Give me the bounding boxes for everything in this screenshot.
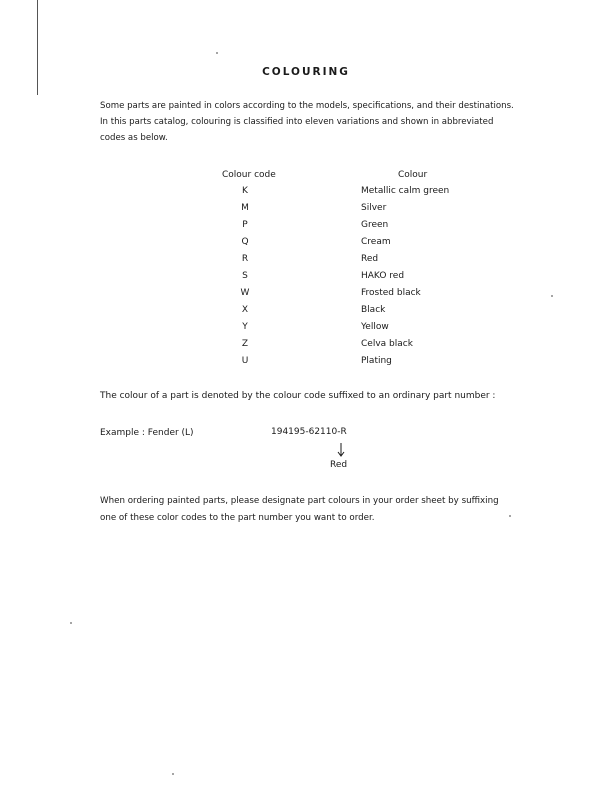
colour-code: M — [241, 203, 249, 213]
colour-code: U — [241, 356, 249, 366]
colour-row — [0, 203, 612, 220]
scan-speck — [70, 622, 72, 624]
colour-name: Cream — [361, 237, 391, 247]
page-title: COLOURING — [262, 66, 350, 78]
binder-margin-line — [37, 0, 38, 95]
ordering-paragraph — [100, 493, 580, 527]
ordering-line: When ordering painted parts, please designate part colours in your order sheet by suffixing — [100, 496, 499, 506]
scan-speck — [509, 515, 511, 517]
scan-speck — [172, 773, 174, 775]
colour-name: Yellow — [361, 322, 389, 332]
colour-row — [0, 220, 612, 237]
colour-code: X — [241, 305, 249, 315]
example-label: Example : Fender (L) — [100, 428, 194, 438]
colour-code: S — [242, 271, 248, 281]
down-arrow-icon — [336, 443, 346, 457]
intro-paragraph — [100, 98, 580, 146]
colour-code: P — [242, 220, 248, 230]
colour-row — [0, 237, 612, 254]
colour-name: Green — [361, 220, 389, 230]
ordering-line: one of these color codes to the part number you want to order. — [100, 513, 375, 523]
colour-code-header: Colour code — [222, 170, 276, 180]
colour-row — [0, 254, 612, 271]
colour-code: Q — [241, 237, 249, 247]
scan-speck — [551, 295, 553, 297]
colour-row — [0, 305, 612, 322]
colour-code: Z — [241, 339, 249, 349]
colour-row — [0, 288, 612, 305]
colour-name: HAKO red — [361, 271, 405, 281]
colour-code: W — [240, 288, 250, 298]
colour-code: K — [242, 186, 248, 196]
example-part-number: 194195-62110-R — [271, 427, 347, 437]
colour-code: R — [241, 254, 249, 264]
intro-line: In this parts catalog, colouring is classified into eleven variations and shown in abbreviated — [100, 117, 494, 127]
intro-line: codes as below. — [100, 133, 168, 143]
intro-line: Some parts are painted in colors according to the models, specifications, and their destinations. — [100, 101, 514, 111]
colour-name: Frosted black — [361, 288, 421, 298]
example-result-colour: Red — [330, 460, 348, 470]
colour-header: Colour — [398, 170, 428, 180]
colour-row — [0, 356, 612, 373]
colour-name: Red — [361, 254, 379, 264]
colour-row — [0, 271, 612, 288]
colour-code: Y — [242, 322, 248, 332]
scan-speck — [216, 52, 218, 54]
colour-name: Silver — [361, 203, 387, 213]
colour-row — [0, 186, 612, 203]
colour-name: Metallic calm green — [361, 186, 450, 196]
colour-code-statement: The colour of a part is denoted by the colour code suffixed to an ordinary part number : — [100, 391, 496, 401]
colour-row — [0, 339, 612, 356]
colour-name: Black — [361, 305, 386, 315]
colour-name: Celva black — [361, 339, 413, 349]
colour-row — [0, 322, 612, 339]
colour-table — [0, 186, 612, 373]
colour-name: Plating — [361, 356, 392, 366]
